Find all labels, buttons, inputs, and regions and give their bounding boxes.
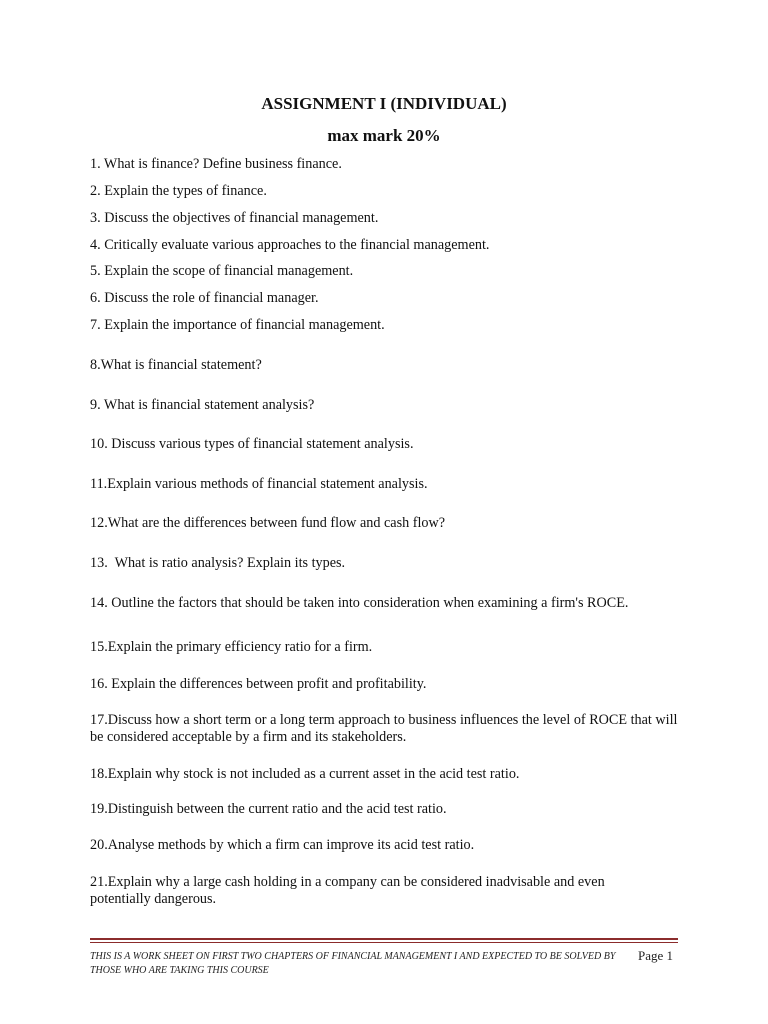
footer-divider — [90, 938, 678, 940]
question-7: 7. Explain the importance of financial management. — [90, 317, 385, 333]
question-15: 15.Explain the primary efficiency ratio for a firm. — [90, 639, 373, 655]
question-2: 2. Explain the types of finance. — [90, 183, 267, 199]
footer-divider-thin — [90, 942, 678, 943]
question-18: 18.Explain why stock is not included as a current asset in the acid test ratio. — [90, 766, 520, 782]
page-title: ASSIGNMENT I (INDIVIDUAL) — [261, 94, 507, 113]
question-9: 9. What is financial statement analysis? — [90, 397, 315, 413]
page-number: Page 1 — [638, 948, 674, 963]
question-21: 21.Explain why a large cash holding in a company can be considered inadvisable and even potentially dangerous. — [90, 874, 609, 907]
question-6: 6. Discuss the role of financial manager. — [90, 290, 319, 306]
question-19: 19.Distinguish between the current ratio and the acid test ratio. — [90, 801, 447, 817]
footer-note: THIS IS A WORK SHEET ON FIRST TWO CHAPTERS OF FINANCIAL MANAGEMENT I AND EXPECTED TO BE SOLVED BY THOSE WHO ARE TAKING THIS COURSE — [90, 951, 616, 976]
question-20: 20.Analyse methods by which a firm can improve its acid test ratio. — [90, 837, 475, 853]
question-13: 13. What is ratio analysis? Explain its types. — [90, 555, 346, 571]
question-8: 8.What is financial statement? — [90, 357, 262, 373]
question-3: 3. Discuss the objectives of financial management. — [90, 210, 379, 226]
question-14: 14. Outline the factors that should be taken into consideration when examining a firm's ROCE. — [90, 595, 629, 611]
question-4: 4. Critically evaluate various approaches to the financial management. — [90, 237, 490, 253]
question-12: 12.What are the differences between fund flow and cash flow? — [90, 515, 446, 531]
question-5: 5. Explain the scope of financial management. — [90, 263, 354, 279]
question-17: 17.Discuss how a short term or a long term approach to business influences the level of ROCE that will be considered acceptable by a firm and its stakeholders. — [90, 712, 682, 745]
question-16: 16. Explain the differences between profit and profitability. — [90, 676, 427, 692]
question-11: 11.Explain various methods of financial statement analysis. — [90, 476, 428, 492]
question-10: 10. Discuss various types of financial statement analysis. — [90, 436, 414, 452]
question-1: 1. What is finance? Define business finance. — [90, 156, 342, 172]
page-subtitle: max mark 20% — [327, 126, 441, 145]
